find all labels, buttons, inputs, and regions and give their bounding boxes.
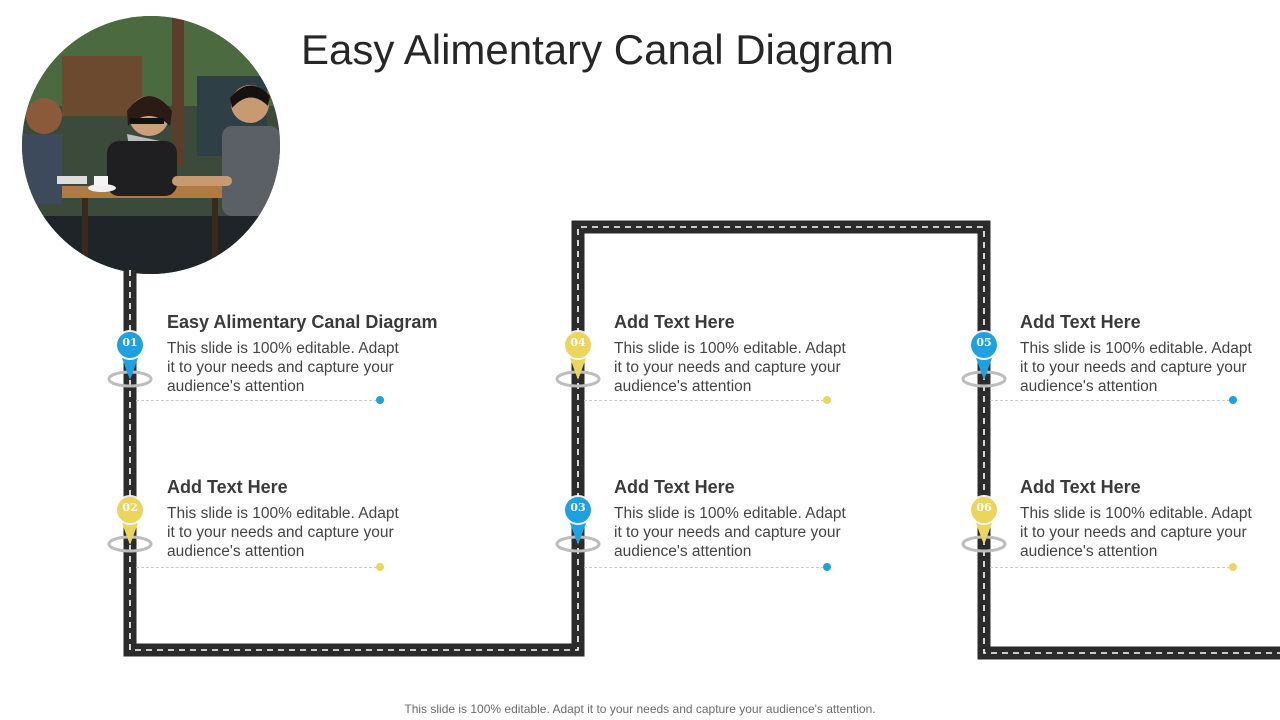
step-01 xyxy=(167,312,467,396)
step-divider xyxy=(584,567,824,568)
step-marker-03 xyxy=(554,495,602,557)
step-dot xyxy=(376,563,384,571)
step-title: Easy Alimentary Canal Diagram xyxy=(167,312,438,332)
step-body: This slide is 100% editable. Adapt it to your needs and capture your audience's attention xyxy=(1020,340,1252,395)
page-title: Easy Alimentary Canal Diagram xyxy=(301,26,894,73)
step-body: This slide is 100% editable. Adapt it to your needs and capture your audience's attention xyxy=(614,505,846,560)
step-title: Add Text Here xyxy=(167,477,288,497)
step-divider xyxy=(136,400,377,401)
step-title: Add Text Here xyxy=(614,477,735,497)
step-number: 04 xyxy=(570,336,586,349)
step-05 xyxy=(1020,312,1280,396)
step-body: This slide is 100% editable. Adapt it to your needs and capture your audience's attention xyxy=(167,340,399,395)
step-marker-01 xyxy=(106,330,154,392)
step-divider xyxy=(990,567,1230,568)
step-title: Add Text Here xyxy=(1020,477,1141,497)
step-title: Add Text Here xyxy=(614,312,735,332)
step-number: 05 xyxy=(976,336,992,349)
step-03 xyxy=(614,477,914,561)
step-title: Add Text Here xyxy=(1020,312,1141,332)
step-04 xyxy=(614,312,914,396)
step-body: This slide is 100% editable. Adapt it to your needs and capture your audience's attention xyxy=(167,505,399,560)
step-marker-05 xyxy=(960,330,1008,392)
step-divider xyxy=(584,400,824,401)
step-dot xyxy=(1229,563,1237,571)
step-body: This slide is 100% editable. Adapt it to your needs and capture your audience's attention xyxy=(1020,505,1252,560)
step-marker-06 xyxy=(960,495,1008,557)
step-number: 03 xyxy=(570,501,586,514)
step-number: 02 xyxy=(122,501,138,514)
step-02 xyxy=(167,477,467,561)
step-divider xyxy=(136,567,377,568)
step-number: 01 xyxy=(122,336,138,349)
step-divider xyxy=(990,400,1230,401)
step-number: 06 xyxy=(976,501,992,514)
step-marker-04 xyxy=(554,330,602,392)
step-dot xyxy=(823,563,831,571)
step-dot xyxy=(376,396,384,404)
step-marker-02 xyxy=(106,495,154,557)
footer-note: This slide is 100% editable. Adapt it to your needs and capture your audience's attention. xyxy=(404,702,876,716)
step-body: This slide is 100% editable. Adapt it to your needs and capture your audience's attention xyxy=(614,340,846,395)
step-dot xyxy=(1229,396,1237,404)
step-dot xyxy=(823,396,831,404)
step-06 xyxy=(1020,477,1280,561)
